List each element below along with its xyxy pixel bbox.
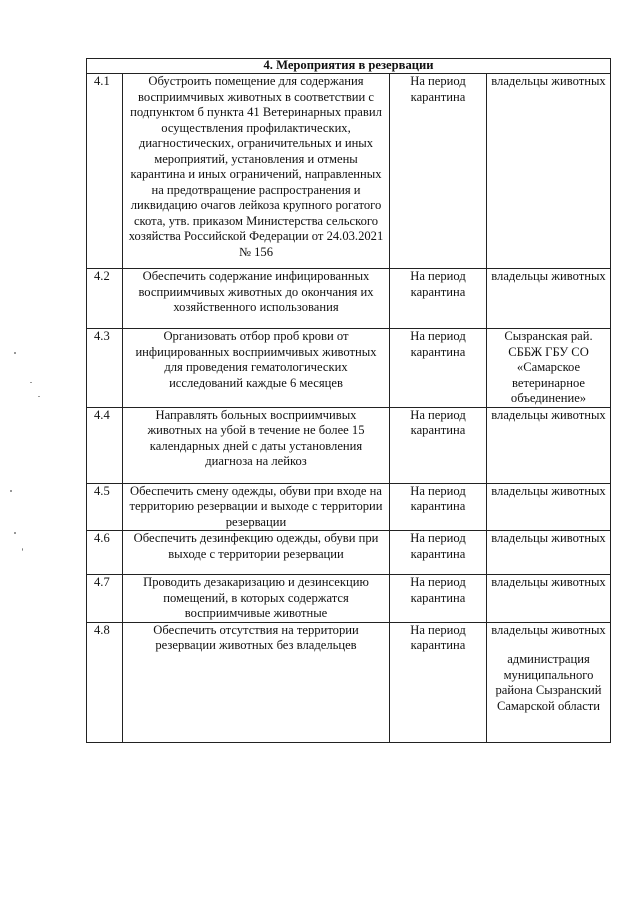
item-number: 4.6 <box>87 531 123 575</box>
table-row <box>87 622 611 742</box>
table-row <box>87 74 611 269</box>
scan-speck <box>38 396 40 397</box>
scan-speck <box>14 532 16 534</box>
measure-text: Направлять больных восприимчивых животных на убой в течение не более 15 календарных дней с даты установления диагноза на лейкоз <box>123 407 390 483</box>
term-cell: На период карантина <box>390 329 487 408</box>
responsible-cell: владельцы животных <box>487 407 611 483</box>
table-row <box>87 329 611 408</box>
responsible-administration: администрация муниципального района Сызранский Самарской области <box>495 652 602 713</box>
table-row <box>87 531 611 575</box>
table-row <box>87 575 611 623</box>
term-cell: На период карантина <box>390 483 487 531</box>
item-number: 4.7 <box>87 575 123 623</box>
scan-speck <box>30 382 32 383</box>
table-row <box>87 483 611 531</box>
term-cell: На период карантина <box>390 531 487 575</box>
item-number: 4.5 <box>87 483 123 531</box>
item-number: 4.1 <box>87 74 123 269</box>
item-number: 4.4 <box>87 407 123 483</box>
table-row <box>87 269 611 329</box>
scan-speck <box>10 490 12 492</box>
scan-speck <box>14 352 16 354</box>
responsible-cell: владельцы животных <box>487 483 611 531</box>
term-cell: На период карантина <box>390 575 487 623</box>
measure-text: Обеспечить отсутствия на территории резервации животных без владельцев <box>123 622 390 742</box>
term-cell: На период карантина <box>390 74 487 269</box>
item-number: 4.3 <box>87 329 123 408</box>
measure-text: Обеспечить дезинфекцию одежды, обуви при выходе с территории резервации <box>123 531 390 575</box>
item-number: 4.8 <box>87 622 123 742</box>
responsible-cell: владельцы животных <box>487 269 611 329</box>
item-number: 4.2 <box>87 269 123 329</box>
scan-speck <box>22 548 23 551</box>
term-cell: На период карантина <box>390 407 487 483</box>
responsible-owners: владельцы животных <box>491 622 606 637</box>
responsible-cell <box>487 622 611 742</box>
table-row <box>87 407 611 483</box>
term-cell: На период карантина <box>390 269 487 329</box>
measures-table <box>86 58 611 743</box>
responsible-cell: владельцы животных <box>487 74 611 269</box>
measure-text: Обеспечить смену одежды, обуви при входе на территорию резервации и выходе с территории резервации <box>123 483 390 531</box>
responsible-cell: владельцы животных <box>487 531 611 575</box>
measure-text: Проводить дезакаризацию и дезинсекцию помещений, в которых содержатся восприимчивые животные <box>123 575 390 623</box>
responsible-cell: Сызранская рай. СББЖ ГБУ СО «Самарское ветеринарное объединение» <box>487 329 611 408</box>
measure-text: Обеспечить содержание инфицированных восприимчивых животных до окончания их хозяйственного использования <box>123 269 390 329</box>
measure-text: Обустроить помещение для содержания восприимчивых животных в соответствии с подпунктом б пункта 41 Ветеринарных правил осуществления профилактических, диагностических, ограничительных и иных мероприятий, установления и отмены карантина и иных ограничений, направленных на предотвращение распространения и ликвидацию очагов лейкоза крупного рогатого скота, утв. приказом Министерства сельского хозяйства Российской Федерации от 24.03.2021 № 156 <box>123 74 390 269</box>
section-title: 4. Мероприятия в резервации <box>87 59 611 74</box>
measure-text: Организовать отбор проб крови от инфицированных восприимчивых животных для проведения гематологических исследований каждые 6 месяцев <box>123 329 390 408</box>
term-cell: На период карантина <box>390 622 487 742</box>
responsible-cell: владельцы животных <box>487 575 611 623</box>
section-header-row <box>87 59 611 74</box>
